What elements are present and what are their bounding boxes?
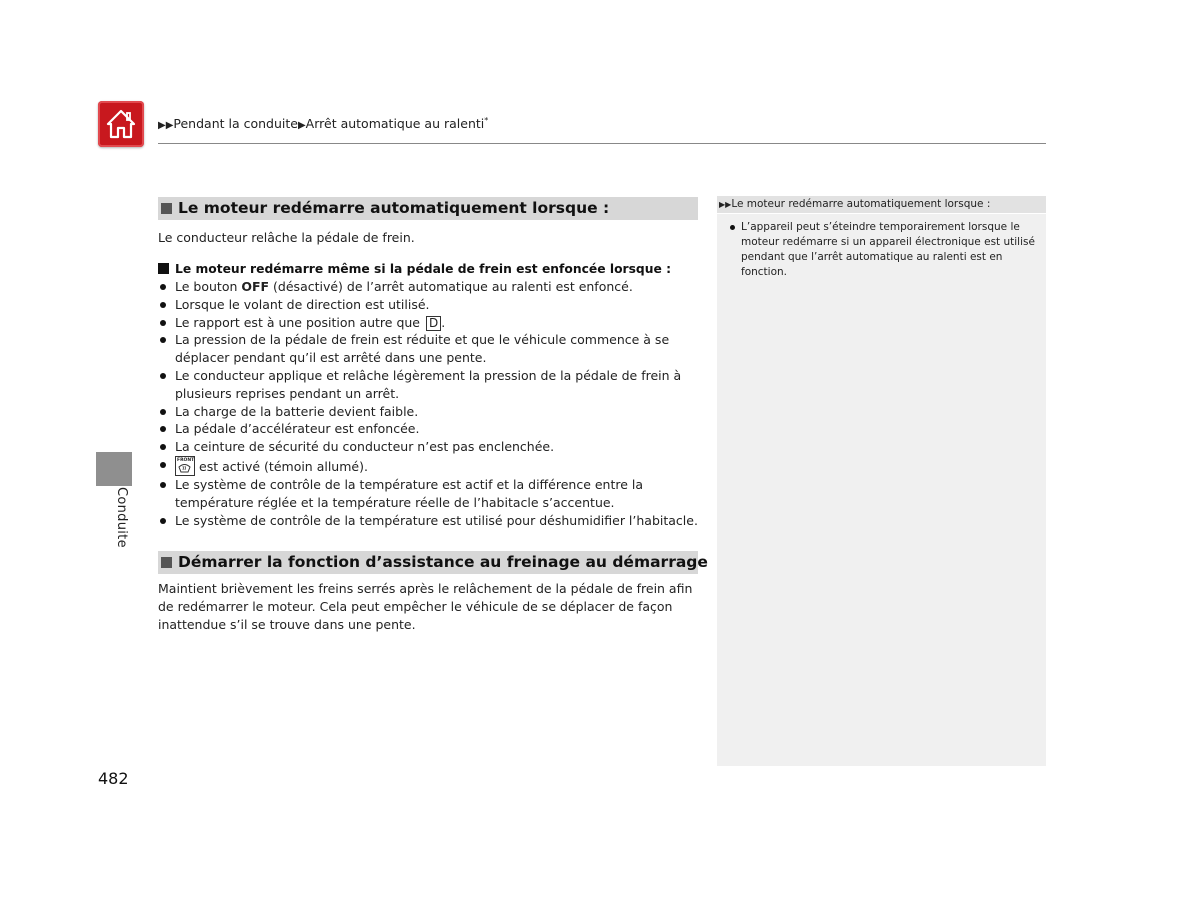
section-title: Démarrer la fonction d’assistance au freinage au démarrage	[178, 553, 708, 572]
defroster-icon-text: FRONT	[177, 457, 195, 463]
page-number: 482	[98, 769, 129, 788]
condition-list	[158, 278, 698, 529]
side-note-title-text[interactable]: Le moteur redémarre automatiquement lorsque :	[731, 198, 991, 210]
bullet-dot-icon	[730, 225, 735, 230]
off-label: OFF	[241, 279, 270, 294]
list-item	[158, 278, 698, 296]
list-item-text: (désactivé) de l’arrêt automatique au ralenti est enfoncé.	[269, 279, 633, 294]
home-button[interactable]	[98, 101, 144, 147]
breadcrumb-link-conduite[interactable]: Pendant la conduite	[173, 116, 298, 132]
list-item: Le conducteur applique et relâche légèrement la pression de la pédale de frein à plusieurs reprises pendant un arrêt.	[158, 367, 698, 403]
front-defroster-icon	[175, 456, 195, 476]
list-item: Le système de contrôle de la température est actif et la différence entre la température réglée et la température réelle de l’habitacle s’accentue.	[158, 476, 698, 512]
side-note-text: L’appareil peut s’éteindre temporairement lorsque le moteur redémarre si un appareil électronique est utilisé pendant que l’arrêt automatique au ralenti est en fonction.	[741, 221, 1035, 278]
section-intro: Le conducteur relâche la pédale de frein.	[158, 230, 415, 245]
reference-arrow-icon: ▶▶	[719, 200, 732, 209]
list-item: La pression de la pédale de frein est réduite et que le véhicule commence à se déplacer pendant qu’il est arrêté dans une pente.	[158, 331, 698, 367]
section-square-icon	[161, 557, 172, 568]
breadcrumb	[158, 116, 488, 131]
breadcrumb-footnote-mark: *	[484, 116, 489, 125]
chapter-tab[interactable]	[96, 452, 132, 486]
list-item: La ceinture de sécurité du conducteur n’est pas enclenchée.	[158, 438, 698, 456]
list-item: Lorsque le volant de direction est utilisé.	[158, 296, 698, 314]
subsection-title: Le moteur redémarre même si la pédale de frein est enfoncée lorsque :	[175, 262, 672, 276]
list-item-text: est activé (témoin allumé).	[199, 458, 368, 474]
section-header-brake-hold	[158, 551, 708, 574]
main-content	[158, 197, 708, 634]
list-item: Le système de contrôle de la température est utilisé pour déshumidifier l’habitacle.	[158, 512, 698, 530]
breadcrumb-arrow-icon: ▶▶	[158, 120, 174, 132]
list-item	[158, 314, 698, 332]
section-title: Le moteur redémarre automatiquement lorsque :	[178, 199, 610, 217]
list-item-text: Le bouton	[175, 279, 242, 294]
side-note-title	[717, 196, 1046, 214]
header-divider	[158, 143, 1046, 144]
section-square-icon	[161, 203, 172, 214]
list-item	[158, 456, 698, 476]
breadcrumb-current: Arrêt automatique au ralenti	[305, 116, 485, 132]
chapter-tab-label: Conduite	[114, 487, 129, 548]
breadcrumb-arrow-icon: ▶	[297, 120, 306, 132]
home-icon	[106, 108, 136, 140]
section-body: Maintient brièvement les freins serrés après le relâchement de la pédale de frein afin de redémarrer le moteur. Cela peut empêcher le véhicule de se déplacer de façon inattendue s’il se trouve dans une pente.	[158, 581, 693, 633]
side-note-body	[717, 214, 1046, 280]
section-header-restart	[158, 197, 698, 220]
list-item: La charge de la batterie devient faible.	[158, 403, 698, 421]
subsection-square-icon	[158, 263, 169, 274]
list-item-text: Le rapport est à une position autre que	[175, 314, 424, 330]
side-note-panel	[717, 196, 1046, 766]
subsection-header	[158, 260, 698, 278]
list-item: La pédale d’accélérateur est enfoncée.	[158, 420, 698, 438]
list-item-text: .	[441, 314, 446, 330]
gear-d-icon: D	[426, 316, 441, 331]
